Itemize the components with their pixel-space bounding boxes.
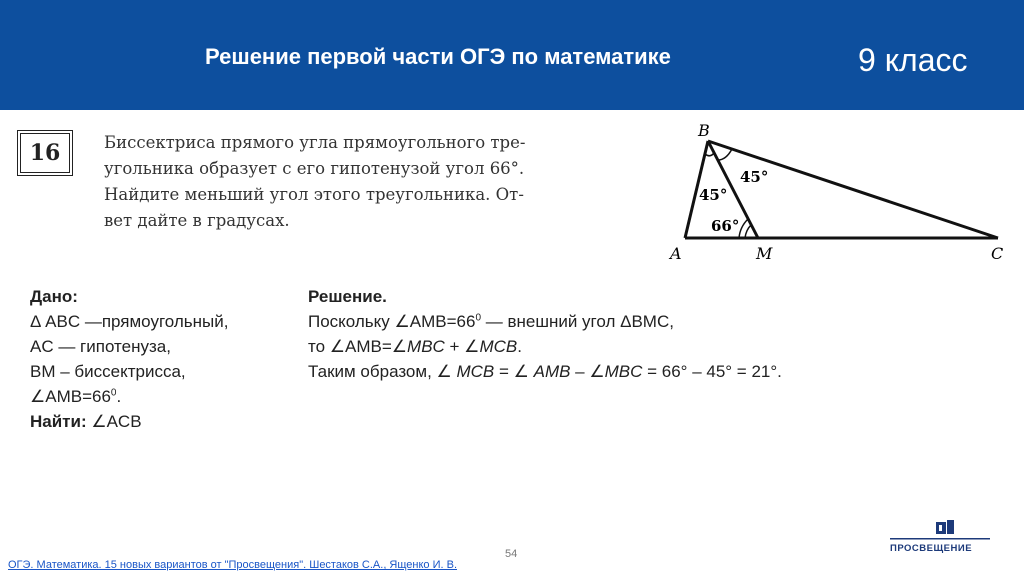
vertex-label-c: C [991,244,1004,263]
triangle-figure [668,118,1013,266]
solution-heading: Решение. [308,287,387,306]
grade-label: 9 класс [858,42,968,78]
find-label: Найти: [30,412,87,431]
angle-label-amb: 66° [711,217,740,235]
task-line: Биссектриса прямого угла прямоугольного тре- [104,133,526,152]
task-line: Найдите меньший угол этого треугольника. От- [104,185,524,204]
angle-label-abm: 45° [699,186,728,204]
task-statement [104,130,652,234]
angle-arc-amb-inner [745,225,751,238]
page-number: 54 [505,548,518,560]
solution-line: то ∠AMB=∠MBC + ∠MCB. [308,337,522,356]
angle-label-mbc: 45° [740,168,769,186]
source-link[interactable]: ОГЭ. Математика. 15 новых вариантов от "Просвещения". Шестаков С.А., Ященко И. В. [8,559,458,571]
task-line: угольника образует с его гипотенузой угол 66°. [104,159,525,178]
given-line: BM – биссектрисса, [30,362,186,381]
vertex-label-a: A [670,244,682,263]
solution-block [308,284,908,384]
solution-line: Поскольку $\angle AMB=66^0$ — внешний угол ΔBMC, [308,312,674,331]
find-value: ∠ACB [86,412,142,431]
task-line: вет дайте в градусах. [104,211,290,230]
given-line: Δ ABC —прямоугольный, [30,312,229,331]
given-line: $\angle AMB=66^0$. [30,387,122,406]
task-number-box: 16 [17,130,73,176]
solution-line: Таким образом, ∠ MCB = ∠ AMB – ∠MBC = 66° – 45° = 21°. [308,362,782,381]
angle-arc-mbc [718,149,732,160]
header-bar [0,0,1024,110]
given-block [30,284,300,434]
page-title: Решение первой части ОГЭ по математике [205,44,671,69]
given-heading: Дано: [30,287,78,306]
find-line [30,409,300,434]
vertex-label-b: B [698,121,710,140]
angle-arc-amb [739,219,748,238]
vertex-label-m: M [756,244,773,263]
given-line: AC — гипотенуза, [30,337,171,356]
logo-text: ПРОСВЕЩЕНИЕ [890,543,973,554]
